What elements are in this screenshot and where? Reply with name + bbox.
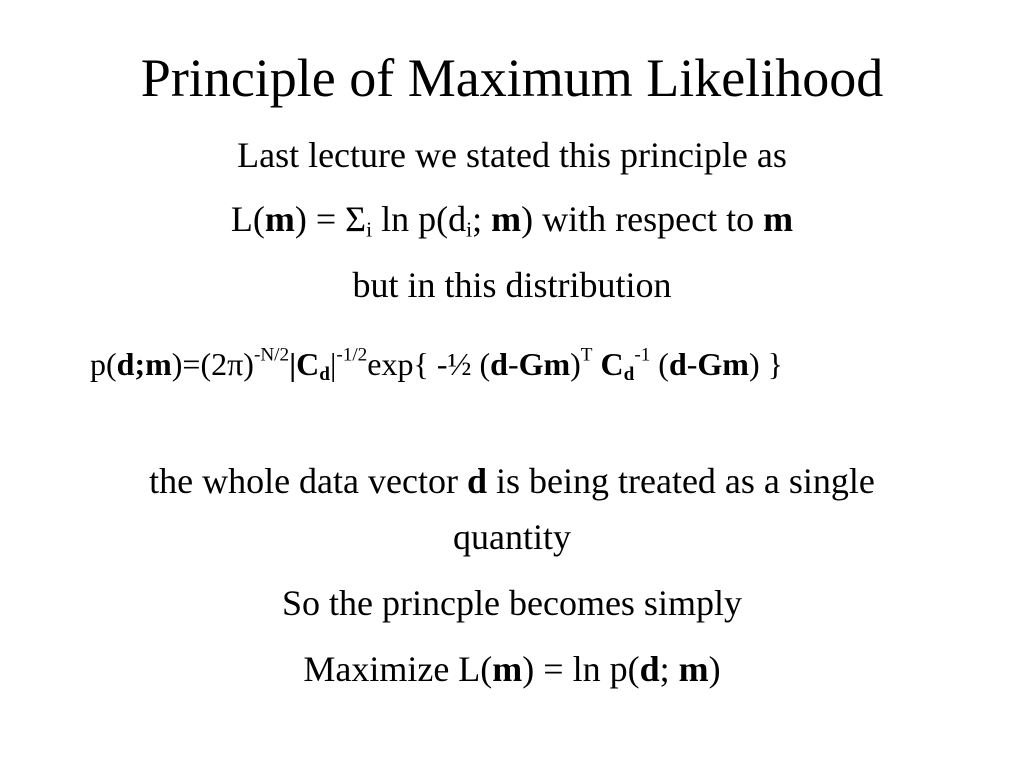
text-segment: - <box>507 346 519 382</box>
covariance-symbol: C <box>600 346 624 382</box>
text-segment: ) } <box>748 346 783 382</box>
text-segment: - <box>686 346 698 382</box>
text-segment <box>593 346 601 382</box>
slide-title: Principle of Maximum Likelihood <box>140 48 884 108</box>
text-segment: ln p(d <box>372 199 467 239</box>
text-segment: is being treated as a single <box>487 461 875 501</box>
exponent: -N/2 <box>253 344 290 366</box>
formula-bold: | <box>289 346 297 382</box>
quantity-line: quantity <box>453 517 571 557</box>
model-vector-symbol: m <box>491 199 522 239</box>
maximize-line <box>0 648 1024 690</box>
exponent: T <box>580 344 593 366</box>
text-segment: exp{ -½ ( <box>367 346 491 382</box>
text-segment: ) <box>708 649 721 689</box>
text-segment: p( <box>90 346 117 382</box>
index-subscript: i <box>366 217 373 242</box>
data-vector-symbol: d <box>639 649 660 689</box>
text-segment: the whole data vector <box>149 461 467 501</box>
text-segment: ; <box>472 199 492 239</box>
text-segment: ) = Σ <box>294 199 367 239</box>
likelihood-definition-line <box>0 198 1024 240</box>
distribution-intro-line: but in this distribution <box>352 265 672 305</box>
model-vector-symbol: m <box>492 649 523 689</box>
model-vector-symbol: m <box>678 649 709 689</box>
model-vector-symbol: m <box>763 199 794 239</box>
subscript <box>624 364 635 385</box>
text-segment: L( <box>230 199 265 239</box>
formula-bold: d <box>319 363 330 385</box>
formula-bold: d <box>490 346 508 382</box>
data-vector-symbol: d <box>466 461 487 501</box>
text-segment: ) <box>570 346 581 382</box>
subscript <box>319 364 330 385</box>
principle-simplified-line: So the princple becomes simply <box>282 583 742 623</box>
model-vector-symbol: m <box>264 199 295 239</box>
text-segment: ) = ln p( <box>522 649 640 689</box>
text-segment: ) with respect to <box>521 199 764 239</box>
text-segment: ; <box>659 649 679 689</box>
text-segment: )=(2π) <box>171 346 254 382</box>
text-segment: ( <box>650 346 669 382</box>
exponent: -1/2 <box>336 344 368 366</box>
formula-bold: d <box>623 363 635 385</box>
gaussian-formula <box>90 344 990 384</box>
text-segment: | <box>329 346 337 382</box>
covariance-symbol: C <box>296 346 320 382</box>
formula-bold: Gm <box>697 346 749 382</box>
index-subscript: i <box>466 217 473 242</box>
data-vector-line <box>0 460 1024 502</box>
formula-bold: Gm <box>518 346 571 382</box>
formula-bold: d;m <box>116 346 172 382</box>
exponent: -1 <box>634 344 651 366</box>
text-segment: Maximize L( <box>303 649 493 689</box>
intro-line: Last lecture we stated this principle as <box>237 135 787 175</box>
formula-bold: d <box>668 346 687 382</box>
